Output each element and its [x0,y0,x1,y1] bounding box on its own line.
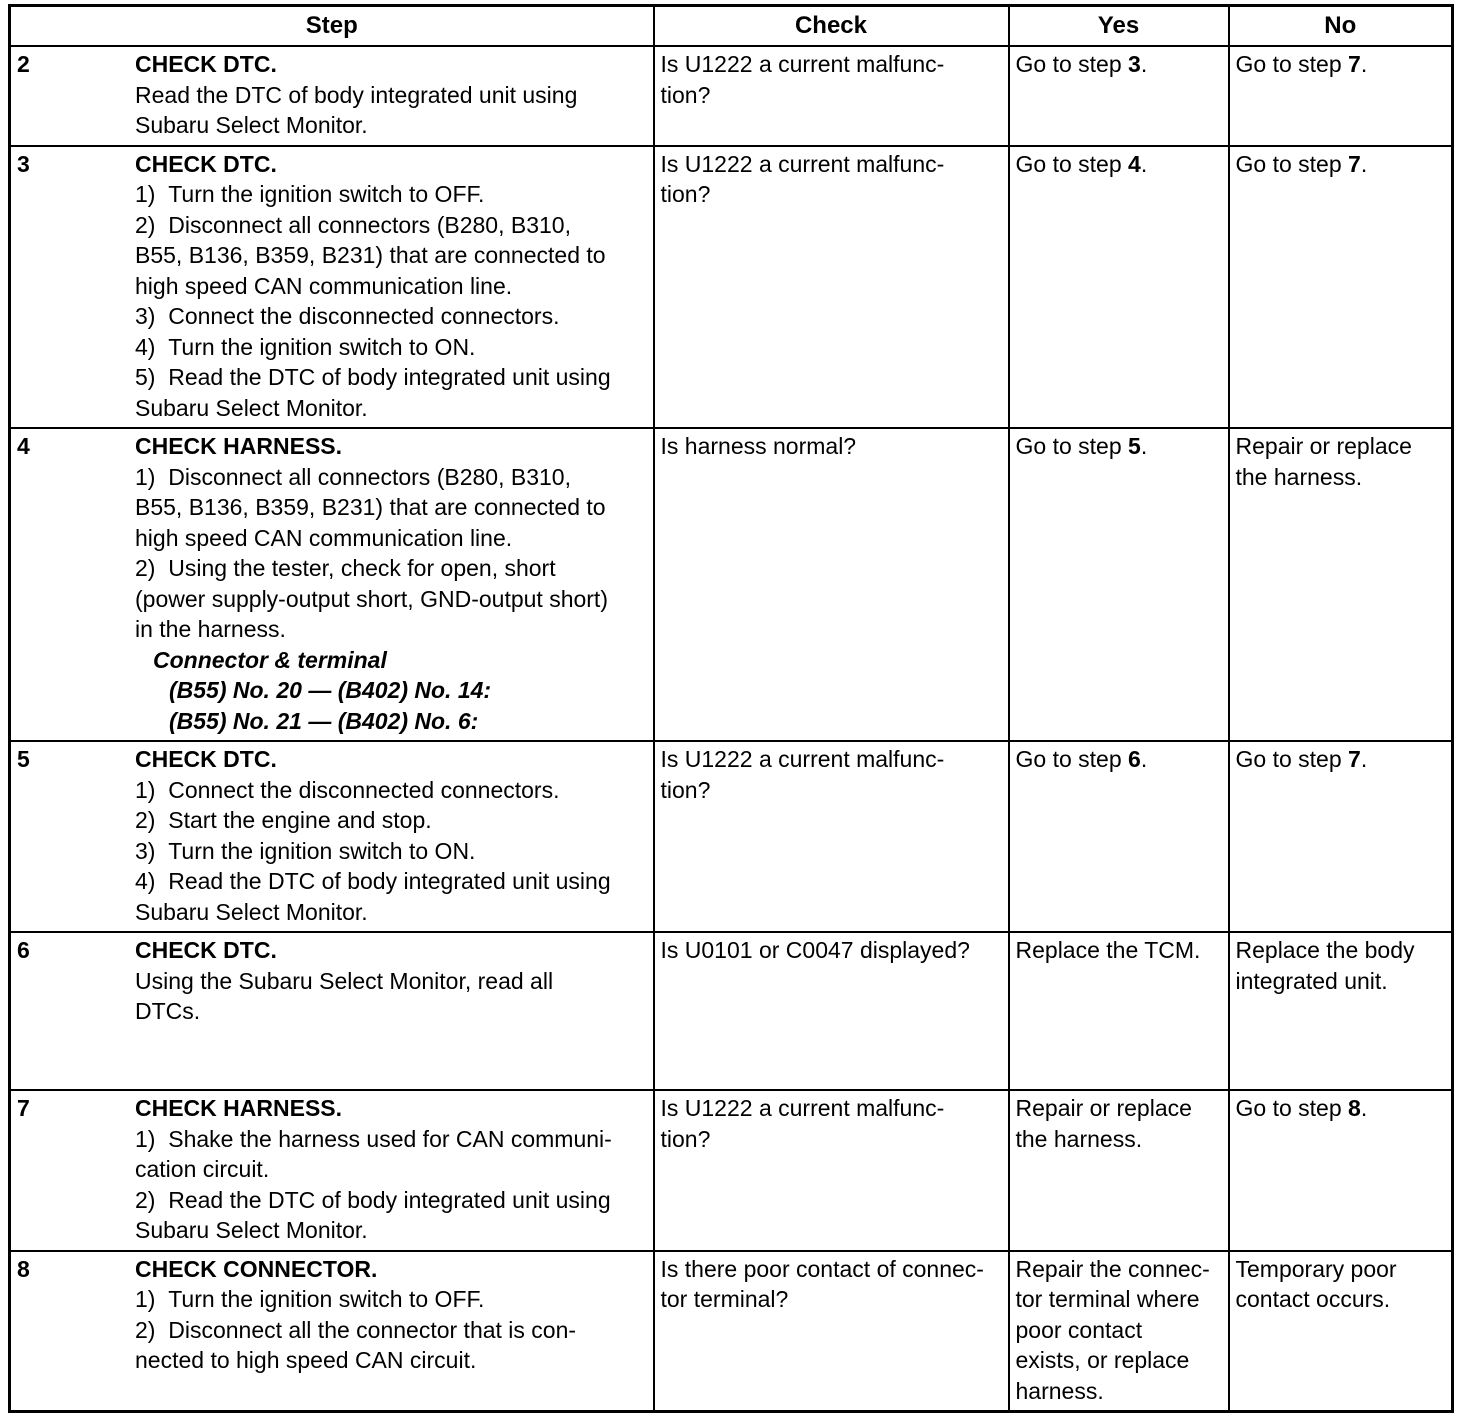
step-cell [10,932,654,1090]
table-row [10,1251,1453,1412]
yes-line: harness. [1015,1377,1104,1404]
step-line: 2) Start the engine and stop. [135,807,432,833]
step-ref-suffix: . [1140,746,1148,772]
step-ref [1016,431,1223,462]
check-cell [654,932,1009,1090]
step-ref-suffix: . [1360,51,1368,77]
step-line: high speed CAN communication line. [135,272,513,299]
step-ref [1236,744,1447,775]
step-number: 3 [17,150,30,177]
check-line: Is U0101 or C0047 displayed? [660,937,970,963]
step-line: Subaru Select Monitor. [135,898,368,925]
check-line: Is harness normal? [660,433,857,459]
no-cell [1229,1090,1453,1251]
step-number: 8 [17,1255,30,1282]
step-line: 5) Read the DTC of body integrated unit using [135,364,611,390]
step-ref [1236,1093,1447,1124]
step-cell [10,46,654,146]
no-cell [1229,741,1453,932]
step-ref-text: Go to step [1235,51,1349,77]
step-line: 2) Disconnect all the connector that is con- [135,1316,577,1343]
yes-cell [1009,1090,1229,1251]
yes-line: Repair or replace [1015,1095,1192,1121]
step-number: 2 [17,51,30,77]
check-line: tor terminal? [660,1286,789,1312]
step-line: 3) Connect the disconnected connectors. [135,303,560,329]
step-ref-text: Go to step [1235,150,1349,177]
step-number: 4 [17,433,30,459]
step-ref [1236,149,1447,180]
check-line: tion? [660,181,711,207]
step-line: high speed CAN communication line. [135,524,513,551]
step-ref-suffix: . [1140,150,1148,177]
step-line: B55, B136, B359, B231) that are connected to [135,242,606,268]
no-line: Replace the body [1235,937,1415,963]
table-row [10,741,1453,932]
step-ref [1016,149,1223,180]
yes-cell [1009,932,1229,1090]
step-ref-number: 7 [1348,150,1361,177]
check-cell [654,741,1009,932]
no-cell [1229,932,1453,1090]
step-line: Read the DTC of body integrated unit using [135,81,578,108]
check-cell [654,146,1009,429]
yes-line: poor contact [1015,1316,1143,1343]
check-line: Is U1222 a current malfunc- [660,746,945,772]
step-ref [1016,744,1223,775]
step-number: 5 [17,746,30,772]
step-ref-number: 7 [1348,51,1361,77]
step-line: 3) Turn the ignition switch to ON. [135,837,476,864]
step-title: CHECK HARNESS. [135,433,343,459]
step-cell [10,1251,654,1412]
table-row [10,46,1453,146]
step-line: 2) Disconnect all connectors (B280, B310, [135,211,571,238]
no-line: Temporary poor [1235,1255,1397,1282]
step-line: nected to high speed CAN circuit. [135,1347,477,1373]
step-line: 2) Using the tester, check for open, short [135,555,556,581]
step-line: B55, B136, B359, B231) that are connected to [135,494,606,520]
header-check: Check [654,6,1009,47]
header-step: Step [10,6,654,47]
yes-line: the harness. [1015,1125,1143,1152]
step-ref-number: 8 [1348,1095,1361,1121]
step-ref [1236,49,1447,80]
step-cell [10,428,654,741]
header-yes: Yes [1009,6,1229,47]
spec-line: (B55) No. 20 — (B402) No. 14: [169,677,492,703]
step-line: 4) Turn the ignition switch to ON. [135,333,476,360]
step-line: Subaru Select Monitor. [135,1217,368,1243]
step-ref-text: Go to step [1235,746,1349,772]
table-row [10,932,1453,1090]
no-line: Repair or replace [1235,433,1412,459]
step-ref-number: 4 [1128,150,1141,177]
no-line: integrated unit. [1235,967,1388,994]
check-cell [654,1251,1009,1412]
step-ref-suffix: . [1360,1095,1368,1121]
check-line: tion? [660,776,711,803]
step-line: 1) Turn the ignition switch to OFF. [135,1286,485,1312]
step-line: DTCs. [135,998,201,1024]
step-number: 6 [17,937,30,963]
step-line: Subaru Select Monitor. [135,394,368,421]
step-ref-number: 3 [1128,51,1141,77]
check-line: Is U1222 a current malfunc- [660,1095,945,1121]
yes-cell [1009,46,1229,146]
no-cell [1229,146,1453,429]
step-ref-text: Go to step [1015,433,1129,459]
step-line: 1) Disconnect all connectors (B280, B310, [135,463,571,490]
step-cell [10,146,654,429]
yes-line: tor terminal where [1015,1286,1200,1312]
check-cell [654,428,1009,741]
step-title: CHECK DTC. [135,937,277,963]
no-line: the harness. [1235,463,1363,490]
yes-line: Replace the TCM. [1015,937,1201,963]
step-title: CHECK HARNESS. [135,1095,343,1121]
step-cell [10,741,654,932]
yes-cell [1009,428,1229,741]
spec-title: Connector & terminal [153,646,387,673]
no-cell [1229,1251,1453,1412]
step-line: 1) Turn the ignition switch to OFF. [135,181,485,207]
step-line: Using the Subaru Select Monitor, read all [135,967,554,994]
table-row [10,428,1453,741]
no-cell [1229,46,1453,146]
step-ref-number: 7 [1348,746,1361,772]
check-line: tion? [660,81,711,108]
step-line: 2) Read the DTC of body integrated unit using [135,1186,611,1213]
check-cell [654,1090,1009,1251]
no-cell [1229,428,1453,741]
yes-cell [1009,741,1229,932]
spec-line: (B55) No. 21 — (B402) No. 6: [169,707,479,734]
step-line: Subaru Select Monitor. [135,112,368,138]
step-cell [10,1090,654,1251]
check-line: Is there poor contact of connec- [660,1255,984,1282]
no-line: contact occurs. [1235,1286,1391,1312]
table-row [10,1090,1453,1251]
step-line: 1) Connect the disconnected connectors. [135,776,560,803]
step-line: cation circuit. [135,1156,270,1182]
step-ref [1016,49,1223,80]
step-ref-suffix: . [1360,746,1368,772]
yes-cell [1009,146,1229,429]
step-ref-text: Go to step [1015,150,1129,177]
check-line: Is U1222 a current malfunc- [660,51,945,77]
step-title: CHECK DTC. [135,51,277,77]
step-title: CHECK DTC. [135,150,277,177]
header-row [10,6,1453,47]
step-line: (power supply-output short, GND-output short) [135,585,608,612]
check-cell [654,46,1009,146]
diagnostic-table [8,4,1454,1413]
step-line: 4) Read the DTC of body integrated unit using [135,868,611,894]
header-no: No [1229,6,1453,47]
step-ref-text: Go to step [1015,51,1129,77]
yes-line: exists, or replace [1015,1347,1190,1373]
step-number: 7 [17,1095,30,1121]
table-row [10,146,1453,429]
yes-cell [1009,1251,1229,1412]
check-line: tion? [660,1125,711,1152]
step-line: in the harness. [135,616,286,642]
step-ref-suffix: . [1140,51,1148,77]
step-title: CHECK DTC. [135,746,277,772]
step-ref-suffix: . [1140,433,1148,459]
step-ref-suffix: . [1360,150,1368,177]
step-line: 1) Shake the harness used for CAN communi- [135,1125,612,1152]
check-line: Is U1222 a current malfunc- [660,150,945,177]
step-ref-number: 5 [1128,433,1141,459]
step-ref-number: 6 [1128,746,1141,772]
step-title: CHECK CONNECTOR. [135,1255,378,1282]
step-ref-text: Go to step [1015,746,1129,772]
step-ref-text: Go to step [1235,1095,1349,1121]
yes-line: Repair the connec- [1015,1255,1210,1282]
